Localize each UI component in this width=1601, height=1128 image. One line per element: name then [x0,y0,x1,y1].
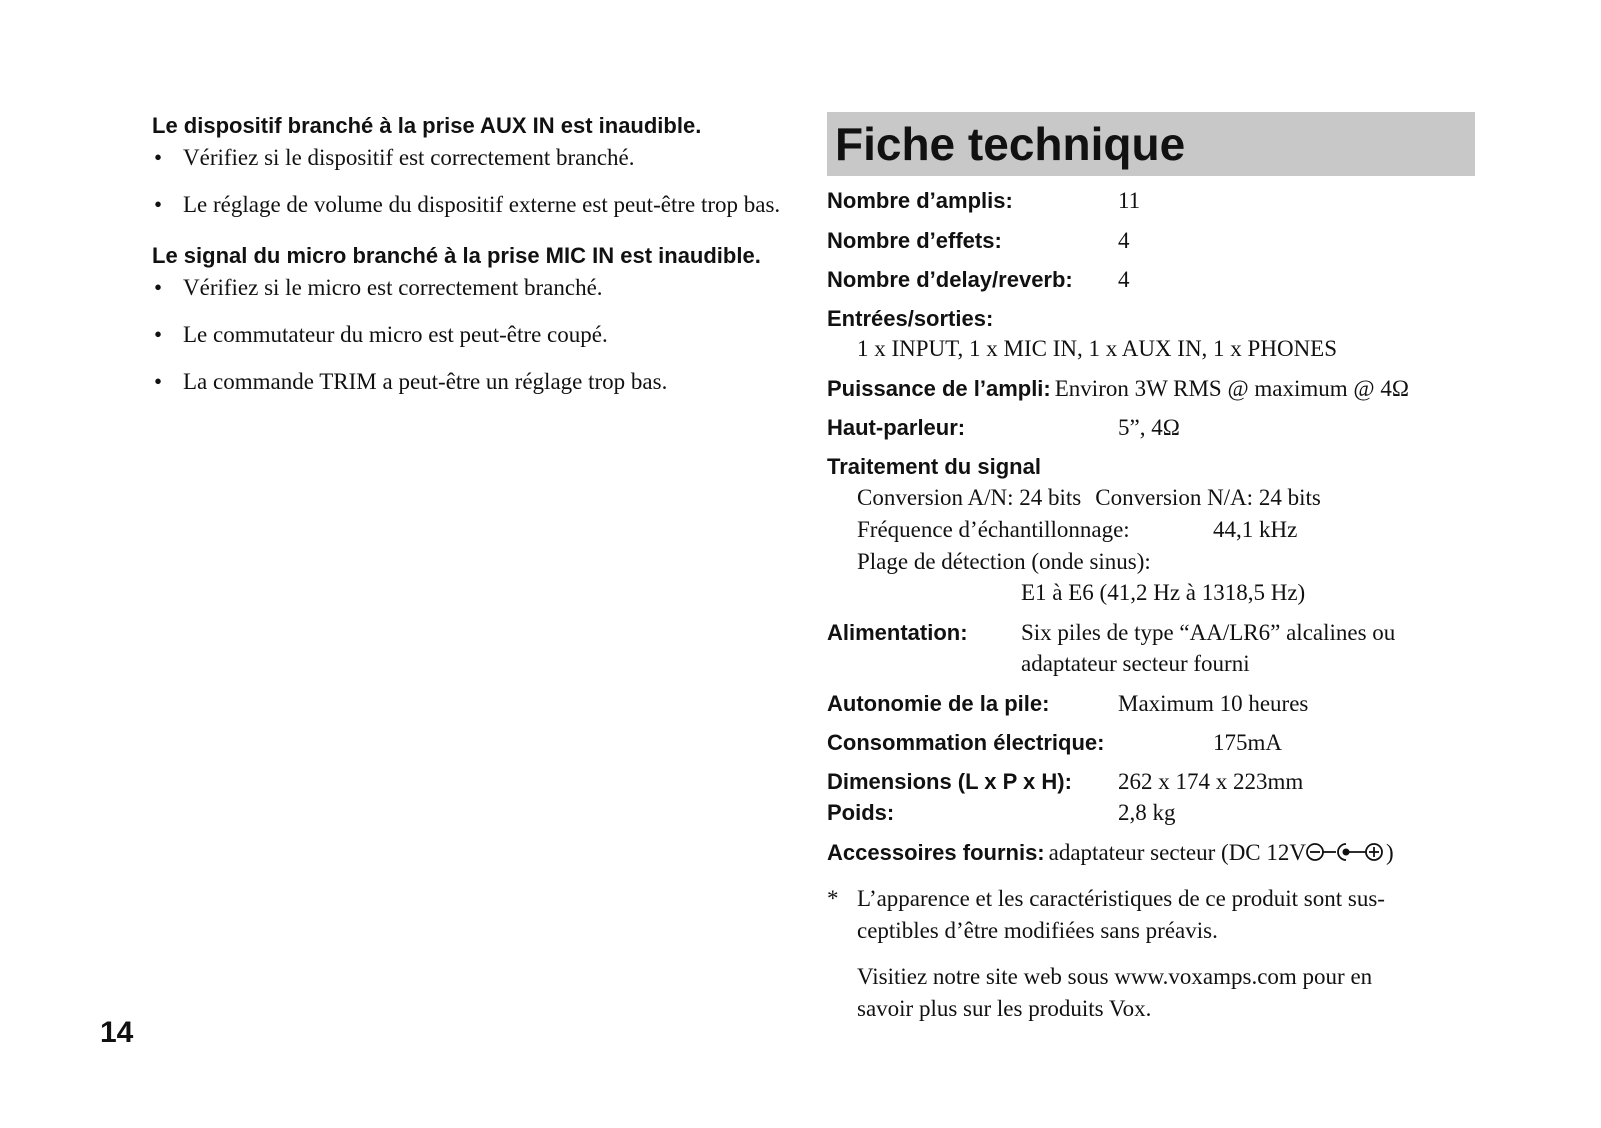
list-item: • La commande TRIM a peut-être un réglage trop bas. [154,369,668,394]
spec-supply-line2: adaptateur secteur fourni [1021,651,1250,676]
spec-detect-label: Plage de détection (onde sinus): [857,549,1151,574]
page-title: Fiche technique [835,118,1186,170]
spec-row-power: Puissance de l’ampli: Environ 3W RMS @ maximum @ 4Ω [827,376,1409,401]
list-item: • Le commutateur du micro est peut-être coupé. [154,322,608,347]
title-bar [827,112,1475,176]
footnote-line1: L’apparence et les caractéristiques de ce produit sont sus- [857,886,1385,911]
bullet-list-aux-in [152,142,792,221]
spec-row-io-label: Entrées/sorties: [827,306,994,331]
spec-sheet [827,112,1475,1021]
spec-row-supply: Alimentation: Six piles de type “AA/LR6” alcalines ou [827,620,1396,645]
page-number: 14 [100,1016,134,1049]
spec-row-consumption: Consommation électrique: 175mA [827,730,1282,755]
spec-detect-value: E1 à E6 (41,2 Hz à 1318,5 Hz) [1021,580,1306,605]
spec-row-effects: Nombre d’effets: 4 [827,228,1130,253]
visit-line2: savoir plus sur les produits Vox. [857,996,1152,1021]
spec-row-delay: Nombre d’delay/reverb: 4 [827,267,1130,292]
left-column [152,112,792,413]
spec-sample-rate: Fréquence d’échantillonnage: 44,1 kHz [857,517,1298,542]
visit-line1: Visitiez notre site web sous www.voxamps.com pour en [857,964,1373,989]
spec-row-speaker: Haut-parleur: 5”, 4Ω [827,415,1180,440]
footnote-line2: ceptibles d’être modifiées sans préavis. [857,918,1218,943]
list-item: • Vérifiez si le dispositif est correctement branché. [154,145,635,170]
bullet-list-mic-in [152,272,792,398]
spec-conversion: Conversion A/N: 24 bits Conversion N/A: 24 bits [857,485,1321,510]
spec-row-accessories: Accessoires fournis: adaptateur secteur (DC 12V ) [827,840,1394,865]
spec-row-amps: Nombre d’amplis: 11 [827,188,1141,213]
section-heading-aux-in: Le dispositif branché à la prise AUX IN est inaudible. [152,113,702,138]
spec-io-value: 1 x INPUT, 1 x MIC IN, 1 x AUX IN, 1 x PHONES [857,336,1338,361]
section-heading-mic-in: Le signal du micro branché à la prise MIC IN est inaudible. [152,243,761,268]
list-item: • Vérifiez si le micro est correctement branché. [154,275,603,300]
spec-row-signal: Traitement du signal [827,454,1041,479]
spec-row-dimensions: Dimensions (L x P x H): 262 x 174 x 223mm [827,769,1304,794]
footnote-star: * [827,886,839,911]
list-item: • Le réglage de volume du dispositif externe est peut-être trop bas. [154,192,781,217]
spec-row-weight: Poids: 2,8 kg [827,800,1176,825]
spec-row-battery: Autonomie de la pile: Maximum 10 heures [827,691,1309,716]
dc-polarity-icon [1306,841,1386,863]
